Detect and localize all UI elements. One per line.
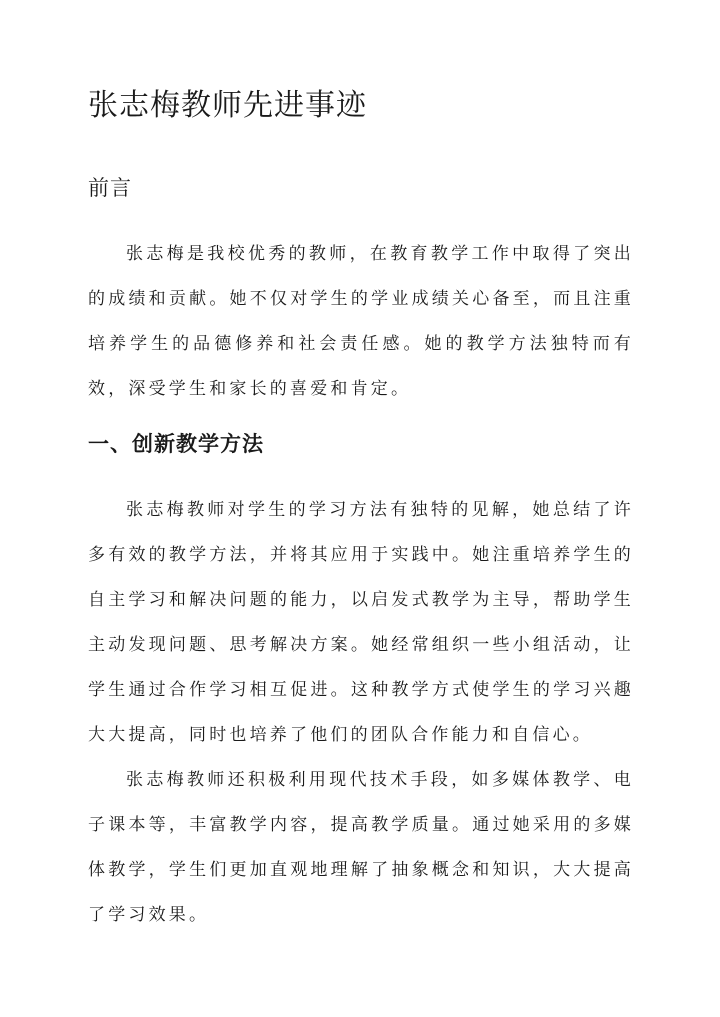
preface-heading: 前言 bbox=[88, 176, 132, 200]
section1-heading: 一、创新教学方法 bbox=[88, 431, 264, 456]
section1-paragraph-1: 张志梅教师对学生的学习方法有独特的见解，她总结了许多有效的教学方法，并将其应用于实践中。她注重培养学生的自主学习和解决问题的能力，以启发式教学为主导，帮助学生主动发现问题、思考解决方案。她经常组织一些小组活动，让学生通过合作学习相互促进。这种教学方式使学生的学习兴趣大大提高，同时也培养了他们的团队合作能力和自信心。 bbox=[88, 500, 634, 745]
section1-paragraph-2: 张志梅教师还积极利用现代技术手段，如多媒体教学、电子课本等，丰富教学内容，提高教学质量。通过她采用的多媒体教学，学生们更加直观地理解了抽象概念和知识，大大提高了学习效果。 bbox=[88, 770, 634, 925]
preface-paragraph: 张志梅是我校优秀的教师，在教育教学工作中取得了突出的成绩和贡献。她不仅对学生的学业成绩关心备至，而且注重培养学生的品德修养和社会责任感。她的教学方法独特而有效，深受学生和家长的喜爱和肯定。 bbox=[88, 244, 634, 399]
document-title: 张志梅教师先进事迹 bbox=[88, 88, 367, 123]
